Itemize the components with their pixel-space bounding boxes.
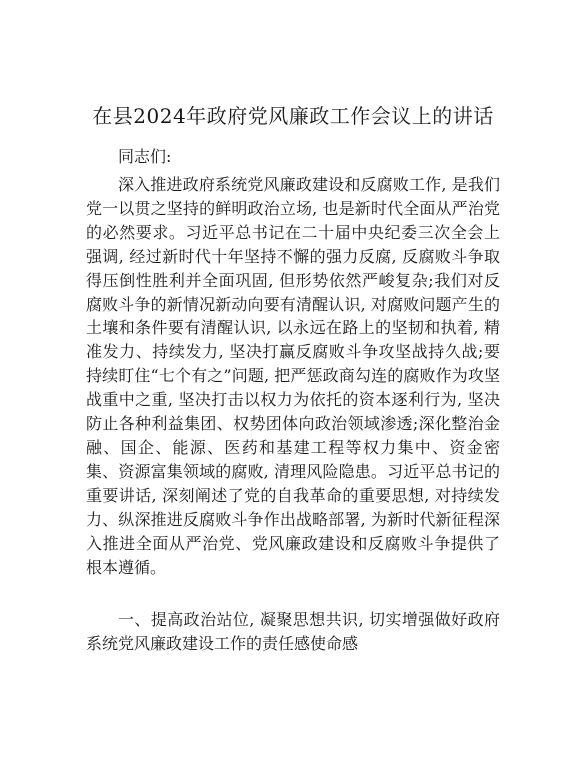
section-heading: 一、提高政治站位, 凝聚思想共识, 切实增强做好政府系统党风廉政建设工作的责任感使命感 (86, 610, 500, 653)
body-paragraph: 深入推进政府系统党风廉政建设和反腐败工作, 是我们党一以贯之坚持的鲜明政治立场, 也是新时代全面从严治党的必然要求。习近平总书记在二十届中央纪委三次全会上强调, 经过新时代十年坚持不懈的强力反腐, 反腐败斗争取得压倒性胜利并全面巩固, 但形势依然严峻复杂;我们对反腐败斗争的新情况新动向要有清醒认识, 对腐败问题产生的土壤和条件要有清醒认识, 以永远在路上的坚韧和执着, 精准发力、持续发力, 坚决打赢反腐败斗争攻坚战持久战;要持续盯住“七个有之”问题, 把严惩政商勾连的腐败作为攻坚战重中之重, 坚决打击以权力为依托的资本逐利行为, 坚决防止各种利益集团、权势团体向政治领域渗透;深化整治金融、国企、能源、医药和基建工程等权力集中、资金密集、资源富集领域的腐败, 清理风险隐患。习近平总书记的重要讲话, 深刻阐述了党的自我革命的重要思想, 对持续发力、纵深推进反腐败斗争作出战略部署, 为新时代新征程深入推进全面从严治党、党风廉政建设和反腐败斗争提供了根本遵循。 (86, 175, 500, 577)
document-title: 在县2024年政府党风廉政工作会议上的讲话 (92, 104, 494, 128)
greeting: 同志们: (118, 147, 172, 166)
